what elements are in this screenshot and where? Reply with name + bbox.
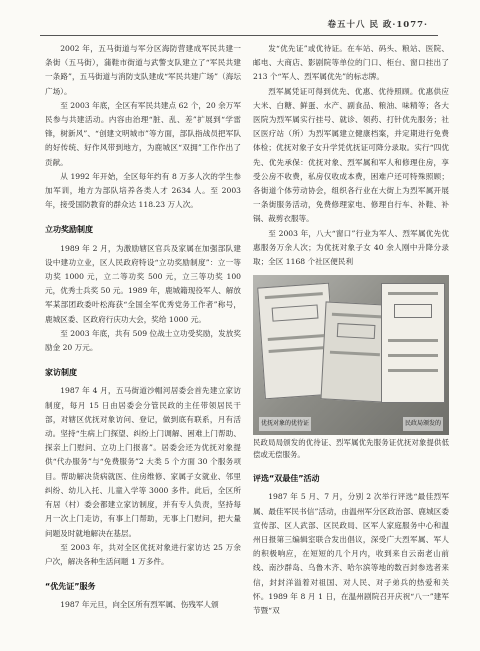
section-heading-campaign: 评选“双最佳”活动 <box>253 474 320 484</box>
header-rule <box>40 35 438 36</box>
certificate-card <box>320 302 389 403</box>
paragraph: 发“优先证”或优待证。在车站、码头、粮站、医院、邮电、大商店、影剧院等单位的门口、柜台、窗口挂出了 213 个“军人、烈军属优先”的标志牌。 <box>253 44 449 82</box>
right-column <box>253 42 449 618</box>
paragraph: 烈军属凭证可得到优先、优惠、优待照顾。优惠供应大米、白糖、鲜蛋、水产、副食品、粮油、味精等；各大医院为烈军属实行挂号、就诊、领药、打针优先服务；社区医疗站（所）为烈军属建立健康档案，并定期进行免费体检；优抚对象子女升学凭优抚证可降分录取。实行“四优先、优先承保：优抚对象、烈军属和军人和修理住房，享受公房不收费，私房仅收成本费，困难户还可特殊照顾；各街道个体劳动协会，组织各行业在大街上为烈军属开展一条街服务活动，免费修理家电、修理自行车、补鞋、补锅、裁剪衣服等。 <box>253 86 449 224</box>
paragraph: 2002 年，五马街道与军分区海防营建成军民共建一条街（五马街），蒲鞋市街道与武警支队建立了“军民共建一条路”，五马街道与消防支队建成“军民共建广场”（海坛广场）。 <box>45 44 241 96</box>
paragraph: 1987 年元旦，向全区所有烈军属、伤残军人颁 <box>60 600 219 610</box>
photo-caption: 民政局局颁发的优待证、烈军属优先服务证优抚对象提供低偿或无偿服务。 <box>253 438 449 460</box>
photo-label-right: 民政局颁发的 <box>403 417 443 431</box>
paragraph: 从 1992 年开始，全区每年约有 8 万多人次的学生参加军训，地方为部队培养各类人才 2634 人。至 2003 年，接受国防教育的群众达 118.23 万人次。 <box>45 171 241 210</box>
paragraph: 至 2003 年，八大“窗口”行业为军人、烈军属优先优惠服务万余人次；为优抚对象子女 40 余人刚中升降分录取；全区 1168 个社区便民利 <box>253 228 449 267</box>
paragraph: 1987 年 4 月，五马街道沙帽河居委会首先建立家访制度，每月 15 日由居委会分管民政的主任带领居民干部，对辖区优抚对象访问、登记，做到底有联系，月有活动。坚持“生病上门探望、纠纷上门调解、困难上门帮助、探亲上门慰问、立功上门报喜”。居委会还为优抚对象提供“代办服务”与“免费服务”2 大类 5 个方面 30 个服务项目。帮助解决货病就医、住房维修、家属子女就业、邻里纠纷、幼儿入托、儿童入学等 3000 多件。此后，全区所有居（村）委会都建立家访制度，并有专人负责，坚持每月一次上门走访，有事上门帮助，无事上门慰问，把大量问题及时就地解决在基层。 <box>45 386 241 538</box>
paragraph: 至 2003 年底，全区有军民共建点 62 个，20 余万军民参与共建活动。内容由治理“脏、乱、差”扩展到“学雷锋，树新风”、“创建文明城市”等方面，部队指战员把军队的好传统、好作风带到地方，为鹿城区“双拥”工作作出了贡献。 <box>45 100 241 167</box>
certificate-photo <box>253 275 449 435</box>
paragraph: 至 2003 年底，共有 509 位战士立功受奖励，发放奖励金 20 万元。 <box>45 328 241 353</box>
paragraph: 1987 年 5 月、7 月，分别 2 次举行评选“最佳烈军属、最佳军民书信”活动，由温州军分区政治部、鹿城区委宣传部、区人武部、区民政局、区军人家庭服务中心和温州日报第三编辑室联合发出倡议，深受广大烈军属、军人的积极响应，在短短的几个月内，收到来自云南老山前线、南沙群岛、乌鲁木齐、哈尔滨等地的数百封参选者来信，封封洋溢着对祖国、对人民、对子弟兵的热爱和关怀。1989 年 8 月 1 日，在温州剧院召开庆祝“八一”建军节暨“双 <box>253 492 449 616</box>
photo-label-left: 优抚对象的优待证 <box>259 417 311 431</box>
paragraph: 1989 年 2 月，为激励辖区官兵及家属在加强部队建设中建功立业，区人民政府特设“立功奖励制度”：立一等功奖 1000 元，立二等功奖 500 元，立三等功奖 100 元，优秀士兵奖 50 元。1989 年，鹿城籍现役军人、解放军某部团政委叶松海获“全国全军优秀党务工作者”称号，鹿城区委、区政府行庆功大会，奖给 1000 元。 <box>45 243 241 324</box>
section-heading-card: “优先证”服务 <box>45 582 96 592</box>
section-heading-award: 立功奖励制度 <box>45 225 93 235</box>
paragraph: 至 2003 年，共对全区优抚对象进行家访达 25 万余户次，解决各种生活问题 1 万多件。 <box>45 542 241 566</box>
running-head: 卷五十八 民 政·1077· <box>327 20 428 30</box>
left-column <box>45 42 241 613</box>
section-heading-visit: 家访制度 <box>45 368 77 378</box>
certificate-card <box>381 283 445 403</box>
page-header <box>0 8 480 28</box>
